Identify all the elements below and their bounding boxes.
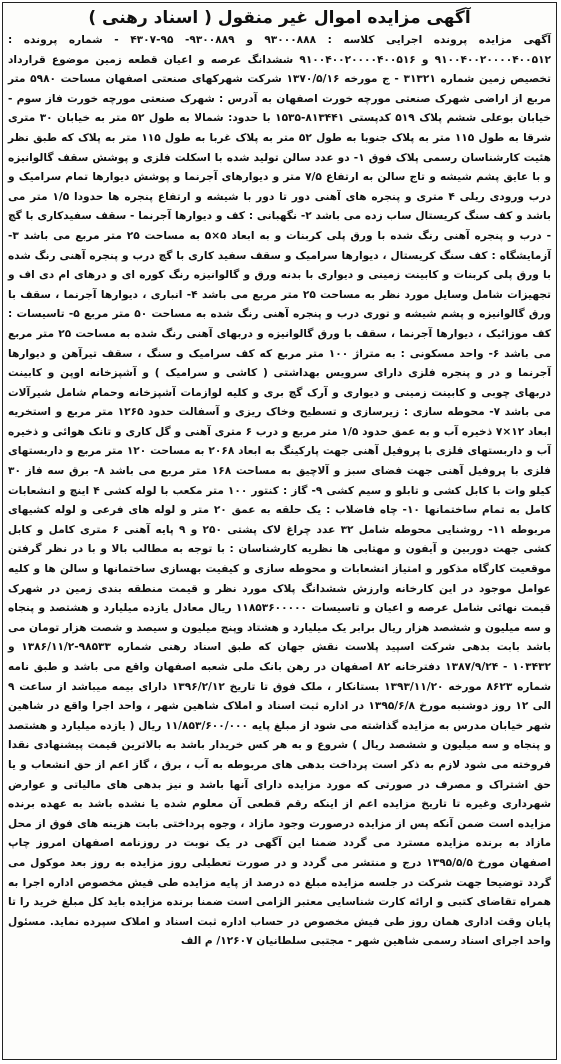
notice-title: آگهی مزایده اموال غیر منقول ( اسناد رهنی ) [88,8,471,28]
notice-frame [2,2,557,1060]
notice-body: آگهی مزایده پرونده اجرایی کلاسه : ۹۳۰۰۰۸۸۸ و ۹۳۰۰۸۸۹- ۹۵-۴۳۰۷ - شماره پرونده : ۹۱۰۰۴۰۰۲۰۰۰۰۴۰۰۵۱۲ و ۹۱۰۰۴۰۰۲۰۰۰۰۴۰۰۵۱۶ ششدانگ عرصه و اعیان قطعه زمین موضوع قرارداد تخصیص زمین شماره ۳۱۳۲۱ - ج مورخه ۱۳۷۰/۵/۱۶ شرکت شهرکهای صنعتی اصفهان مساحت ۵۹۸۰ متر مربع از اراضی شهرک صنعتی مورچه خورت اصفهان به آدرس : شهرک صنعتی مورچه خورت فاز سوم - خیابان بوعلی ششم پلاک ۵۱۹ کدپستی ۸۱۳۴۴۱-۱۵۳۵ با حدود: شمالا به طول ۵۲ متر به خیابان ۳۰ متری شرقا به طول ۱۱۵ متر به پلاک جنوبا به طول ۵۲ متر به پلاک غربا به طول ۱۱۵ متر به پلاک که طبق نظر هئیت کارشناسان رسمی پلاک فوق ۱- دو عدد سالن تولید شده با اسکلت فلزی و پوشش سقف گالوانیزه و با عایق پشم شیشه و تاج سالن به ارتفاع ۷/۵ متر و دیوارهای آجرنما و پوشش دیوارها تمام سرامیک و درب ورودی ریلی ۴ متری و پنجره های آهنی دور تا دور با شیشه و ارتفاع پنجره ها حدودا ۱/۵ متر می باشد و کف سنگ کریستال ساب زده می باشد ۲- نگهبانی : کف و دیوارها آجرنما - سقف سفیدکاری با گچ - درب و پنجره آهنی رنگ شده با ورق پلی کربنات و به ابعاد ۵×۵ به مساحت ۲۵ متر مربع می باشد ۳- آزمایشگاه : کف سنگ کریستال ، دیوارها سرامیک و سقف سفید کاری با گچ درب و پنجره آهنی رنگ شده با ورق پلی کربنات و کابینت زمینی و دیواری با بدنه ورق و گالوانیزه رنگ کوره ای و درهای ام دی اف و تجهیزات شامل وسایل مورد نظر به مساحت ۲۵ متر مربع می باشد ۴- انباری ، دیوارها آجرنما ، سقف با ورق گالوانیزه و پشم شیشه و توری درب و پنجره آهنی رنگ شده به مساحت ۵۰ متر مربع ۵- تاسیسات : کف موزائیک ، دیوارها آجرنما ، سقف با ورق گالوانیزه و دربهای آهنی رنگ شده به مساحت ۲۵ متر مربع می باشد ۶- واحد مسکونی : به متراژ ۱۰۰ متر مربع که کف سرامیک و سنگ ، سقف تیرآهن و دیوارها آجرنما و در و پنجره فلزی دارای سرویس بهداشتی ( کاشی و سرامیک ) و آشپزخانه اوپن و کابینت دربهای چوبی و کابینت زمینی و دیواری و آرک گچ بری و کلیه لوازمات آشپزخانه وحمام شامل شیرآلات می باشد ۷- محوطه سازی : زیرسازی و تسطیح وخاک ریزی و آسفالت حدود ۱۲۶۵ متر مربع و استخریه ابعاد ۱۲×۷ ذخیره آب و به عمق حدود ۱/۵ متر مربع و درب ۶ متری آهنی و گل کاری و تانک هوائی و ذخیره آب و داربستهای فلزی با پروفیل آهنی جهت پارکینگ به ابعاد ۲۰۶۸ به مساحت ۱۲۰ متر مربع و داربستهای فلزی با پروفیل آهنی جهت فضای سبز و آلاچیق به مساحت ۱۶۸ متر مربع می باشد ۸- برق سه فاز ۳۰ کیلو وات با کابل کشی و تابلو و سیم کشی ۹- گاز : کنتور ۱۰۰ متر مکعب با لوله کشی ۴ اینچ و انشعابات کامل به تمام ساختمانها ۱۰- چاه فاضلاب : یک حلقه به عمق ۲۰ متر و لوله های فرعی و لوله کشیهای مربوطه ۱۱- روشنایی محوطه شامل ۳۲ عدد چراغ لاک پشتی ۲۵۰ و ۹ پایه آهنی ۶ متری کامل و کابل کشی جهت دوربین و آیفون و مهتابی ها نظریه کارشناسان : با توجه به مطالب بالا و با در نظر گرفتن موقعیت کارگاه مذکور و امتیاز انشعابات و محوطه سازی و کیفیت بهسازی ساختمانها و سالن ها و کلیه عوامل موجود در این کارخانه وارزش ششدانگ پلاک مورد نظر و قیمت منطقه بندی زمین در شهرک قیمت نهائی شامل عرصه و اعیان و تاسیسات ۱۱۸۵۳۶۰۰۰۰۰ ریال معادل یازده میلیارد و هشتصد و پنجاه و سه میلیون و ششصد هزار ریال برابر یک میلیارد و هشتاد وپنج میلیون و سیصد و شصت هزار تومان می باشد بابت بدهی شرکت اسپید پلاست نقش جهان که طبق اسناد رهنی شماره ۹۸۵۳۳-۱۳۸۶/۱۱/۲ و ۱۰۳۴۳۲ - ۱۳۸۷/۹/۲۴ دفترخانه ۸۲ اصفهان در رهن بانک ملی شعبه اصفهان واقع می باشد و طبق نامه شماره ۸۶۲۳ مورخه ۱۳۹۳/۱۱/۲۰ بستانکار ، ملک فوق تا تاریخ ۱۳۹۶/۲/۱۲ دارای بیمه میباشد از ساعت ۹ الی ۱۲ روز دوشنبه مورخ ۱۳۹۵/۶/۸ در اداره ثبت اسناد و املاک شاهین شهر ، واحد اجرا واقع در شاهین شهر خیابان مدرس به مزایده گذاشته می شود از مبلغ پایه ۱۱/۸۵۳/۶۰۰/۰۰۰ ریال ( یازده میلیارد و هشتصد و پنجاه و سه میلیون و ششصد ریال ) شروع و به هر کس خریدار باشد به بالاترین قیمت پیشنهادی نقدا فروخته می شود لازم به ذکر است پرداخت بدهی های مربوطه به آب ، برق ، گاز اعم از حق انشعاب و یا حق اشتراک و مصرف در صورتی که مورد مزایده دارای آنها باشد و نیز بدهی های مالیاتی و عوارض شهرداری وغیره تا تاریخ مزایده اعم از اینکه رقم قطعی آن معلوم شده یا نشده باشد به عهده برنده مزایده است ضمن آنکه پس از مزایده درصورت وجود مازاد ، وجوه پرداختی بابت هزینه های فوق از محل مازاد به برنده مزایده مسترد می گردد ضمنا این آگهی در یک نوبت در روزنامه اصفهان امروز چاپ اصفهان مورخ ۱۳۹۵/۵/۵ درج و منتشر می گردد و در صورت تعطیلی روز مزایده به روز بعد موکول می گردد توضیحا جهت شرکت در جلسه مزایده مبلغ ده درصد از پایه مزایده طی فیش مخصوص اداره اجرا به همراه تقاضای کتبی و ارائه کارت شناسایی معتبر الزامی است ضمنا برنده مزایده باید کل مبلغ خرید را تا پایان وقت اداری همان روز طی فیش مخصوص در حساب اداره ثبت اسناد و املاک سپرده نماید. مسئول واحد اجرای اسناد رسمی شاهین شهر - مجتبی سلطانیان ۱۲۶۰۷/ م الف [8,34,552,948]
